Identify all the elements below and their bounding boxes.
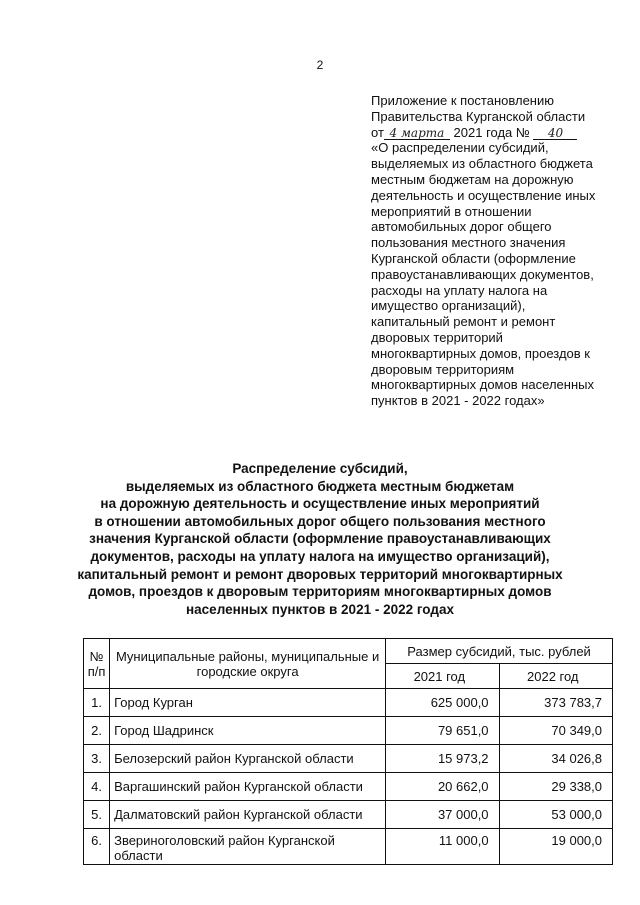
row-value-2022: 70 349,0 xyxy=(499,717,612,745)
title-line: капитальный ремонт и ремонт дворовых территорий многоквартирных xyxy=(77,566,563,582)
document-title xyxy=(60,460,580,618)
handwritten-number: 40 xyxy=(533,127,577,140)
appendix-line: местным бюджетам на дорожную xyxy=(371,171,574,187)
appendix-line: мероприятий в отношении xyxy=(371,203,532,219)
appendix-line: дворовых территорий xyxy=(371,329,503,345)
appendix-line: правоустанавливающих документов, xyxy=(371,266,594,282)
appendix-block xyxy=(371,93,616,409)
row-value-2021: 79 651,0 xyxy=(386,717,499,745)
page-number: 2 xyxy=(316,58,324,72)
header-amount-group: Размер субсидий, тыс. рублей xyxy=(386,639,613,664)
appendix-line: капитальный ремонт и ремонт xyxy=(371,314,556,330)
date-year: 2021 года № xyxy=(453,124,530,140)
appendix-line: дворовым территориям xyxy=(371,361,515,377)
appendix-line: многоквартирных домов населенных xyxy=(371,377,594,393)
row-name: Город Курган xyxy=(110,689,386,717)
row-value-2021: 625 000,0 xyxy=(386,689,499,717)
table-row xyxy=(84,745,613,773)
table-row xyxy=(84,717,613,745)
appendix-line: Курганской области (оформление xyxy=(371,250,576,266)
row-number: 5. xyxy=(84,801,110,829)
appendix-line: расходы на уплату налога на xyxy=(371,282,548,298)
row-value-2022: 53 000,0 xyxy=(499,801,612,829)
table-row xyxy=(84,773,613,801)
title-line: на дорожную деятельность и осуществление иных мероприятий xyxy=(100,496,540,512)
appendix-line: «О распределении субсидий, xyxy=(371,140,549,156)
row-number: 4. xyxy=(84,773,110,801)
appendix-line: автомобильных дорог общего xyxy=(371,219,552,235)
row-value-2022: 19 000,0 xyxy=(499,829,612,865)
table-row xyxy=(84,801,613,829)
date-prefix: от xyxy=(371,124,384,140)
appendix-line: пунктов в 2021 - 2022 годах» xyxy=(371,393,545,409)
row-number: 1. xyxy=(84,689,110,717)
appendix-line: многоквартирных домов, проездов к xyxy=(371,345,590,361)
title-line: населенных пунктов в 2021 - 2022 годах xyxy=(186,601,454,617)
row-value-2022: 34 026,8 xyxy=(499,745,612,773)
row-number: 3. xyxy=(84,745,110,773)
appendix-date-line xyxy=(371,125,616,141)
row-value-2022: 29 338,0 xyxy=(499,773,612,801)
header-year-2022: 2022 год xyxy=(499,664,612,689)
row-number: 6. xyxy=(84,829,110,865)
appendix-line: пользования местного значения xyxy=(371,235,566,251)
title-line: значения Курганской области (оформление правоустанавливающих xyxy=(89,531,551,547)
header-name: Муниципальные районы, муниципальные и городские округа xyxy=(110,639,386,689)
row-name: Далматовский район Курганской области xyxy=(110,801,386,829)
title-line: в отношении автомобильных дорог общего пользования местного xyxy=(94,513,546,529)
row-name: Варгашинский район Курганской области xyxy=(110,773,386,801)
table-row xyxy=(84,829,613,865)
row-value-2021: 20 662,0 xyxy=(386,773,499,801)
row-value-2021: 11 000,0 xyxy=(386,829,499,865)
title-line: документов, расходы на уплату налога на имущество организаций), xyxy=(90,548,550,564)
row-name: Белозерский район Курганской области xyxy=(110,745,386,773)
row-name: Город Шадринск xyxy=(110,717,386,745)
header-year-2021: 2021 год xyxy=(386,664,499,689)
title-line: Распределение субсидий, xyxy=(232,461,408,476)
subsidies-table xyxy=(83,638,613,865)
table-header-row xyxy=(84,639,613,664)
table-row xyxy=(84,689,613,717)
appendix-line: Приложение к постановлению xyxy=(371,93,554,108)
title-line: домов, проездов к дворовым территориям многоквартирных домов xyxy=(88,584,552,600)
appendix-line: выделяемых из областного бюджета xyxy=(371,156,593,172)
row-value-2022: 373 783,7 xyxy=(499,689,612,717)
handwritten-date: 4 марта xyxy=(384,127,450,140)
row-number: 2. xyxy=(84,717,110,745)
appendix-line: Правительства Курганской области xyxy=(371,108,586,124)
header-number: № п/п xyxy=(84,639,110,689)
row-name: Звериноголовский район Курганской области xyxy=(110,829,386,865)
row-value-2021: 37 000,0 xyxy=(386,801,499,829)
row-value-2021: 15 973,2 xyxy=(386,745,499,773)
title-line: выделяемых из областного бюджета местным бюджетам xyxy=(125,478,515,494)
appendix-line: деятельность и осуществление иных xyxy=(371,187,596,203)
appendix-line: имущество организаций), xyxy=(371,298,526,314)
